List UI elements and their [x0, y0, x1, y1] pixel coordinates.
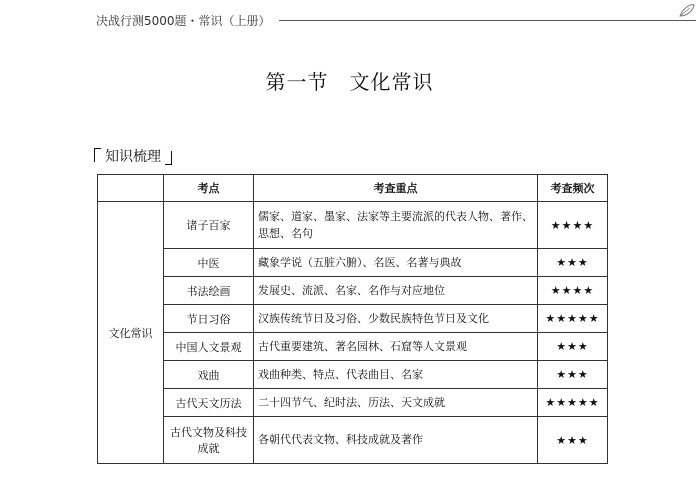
right-corner-bracket: [165, 151, 172, 165]
point-cell: 书法绘画: [164, 277, 254, 305]
knowledge-heading: [94, 146, 172, 166]
focus-cell: 藏象学说（五脏六腑）、名医、名著与典故: [254, 249, 538, 277]
knowledge-table: [97, 174, 608, 464]
focus-cell: 儒家、道家、墨家、法家等主要流派的代表人物、著作、思想、名句: [254, 202, 538, 249]
point-cell: 节日习俗: [164, 305, 254, 333]
point-cell: 诸子百家: [164, 202, 254, 249]
table-row: [98, 389, 608, 417]
point-cell: 戏曲: [164, 361, 254, 389]
left-corner-bracket: [94, 148, 101, 162]
table-row: [98, 361, 608, 389]
leaf-icon: [678, 2, 696, 20]
knowledge-heading-label: 知识梳理: [105, 149, 161, 165]
frequency-stars: ★★★★: [538, 202, 608, 249]
point-cell: 中医: [164, 249, 254, 277]
section-title: 第一节 文化常识: [265, 70, 434, 94]
book-title: 决战行测5000题・常识（上册）: [96, 13, 271, 28]
table-row: [98, 249, 608, 277]
frequency-stars: ★★★: [538, 333, 608, 361]
focus-cell: 各朝代代表文物、科技成就及著作: [254, 417, 538, 464]
category-cell: 文化常识: [98, 202, 164, 464]
running-header: [96, 10, 696, 30]
header-rule: [279, 20, 696, 21]
table-row: [98, 277, 608, 305]
frequency-stars: ★★★: [538, 417, 608, 464]
focus-cell: 汉族传统节日及习俗、少数民族特色节日及文化: [254, 305, 538, 333]
focus-cell: 古代重要建筑、著名园林、石窟等人文景观: [254, 333, 538, 361]
column-header: 考点: [164, 175, 254, 202]
frequency-stars: ★★★: [538, 361, 608, 389]
column-header: [98, 175, 164, 202]
table-header-row: [98, 175, 608, 202]
focus-cell: 戏曲种类、特点、代表曲目、名家: [254, 361, 538, 389]
frequency-stars: ★★★★★: [538, 389, 608, 417]
table-row: [98, 417, 608, 464]
point-cell: 中国人文景观: [164, 333, 254, 361]
table-row: [98, 305, 608, 333]
point-cell: 古代天文历法: [164, 389, 254, 417]
frequency-stars: ★★★: [538, 249, 608, 277]
column-header: 考查频次: [538, 175, 608, 202]
table-row: [98, 202, 608, 249]
frequency-stars: ★★★★: [538, 277, 608, 305]
column-header: 考查重点: [254, 175, 538, 202]
frequency-stars: ★★★★★: [538, 305, 608, 333]
point-cell: 古代文物及科技成就: [164, 417, 254, 464]
focus-cell: 发展史、流派、名家、名作与对应地位: [254, 277, 538, 305]
table-row: [98, 333, 608, 361]
focus-cell: 二十四节气、纪时法、历法、天文成就: [254, 389, 538, 417]
